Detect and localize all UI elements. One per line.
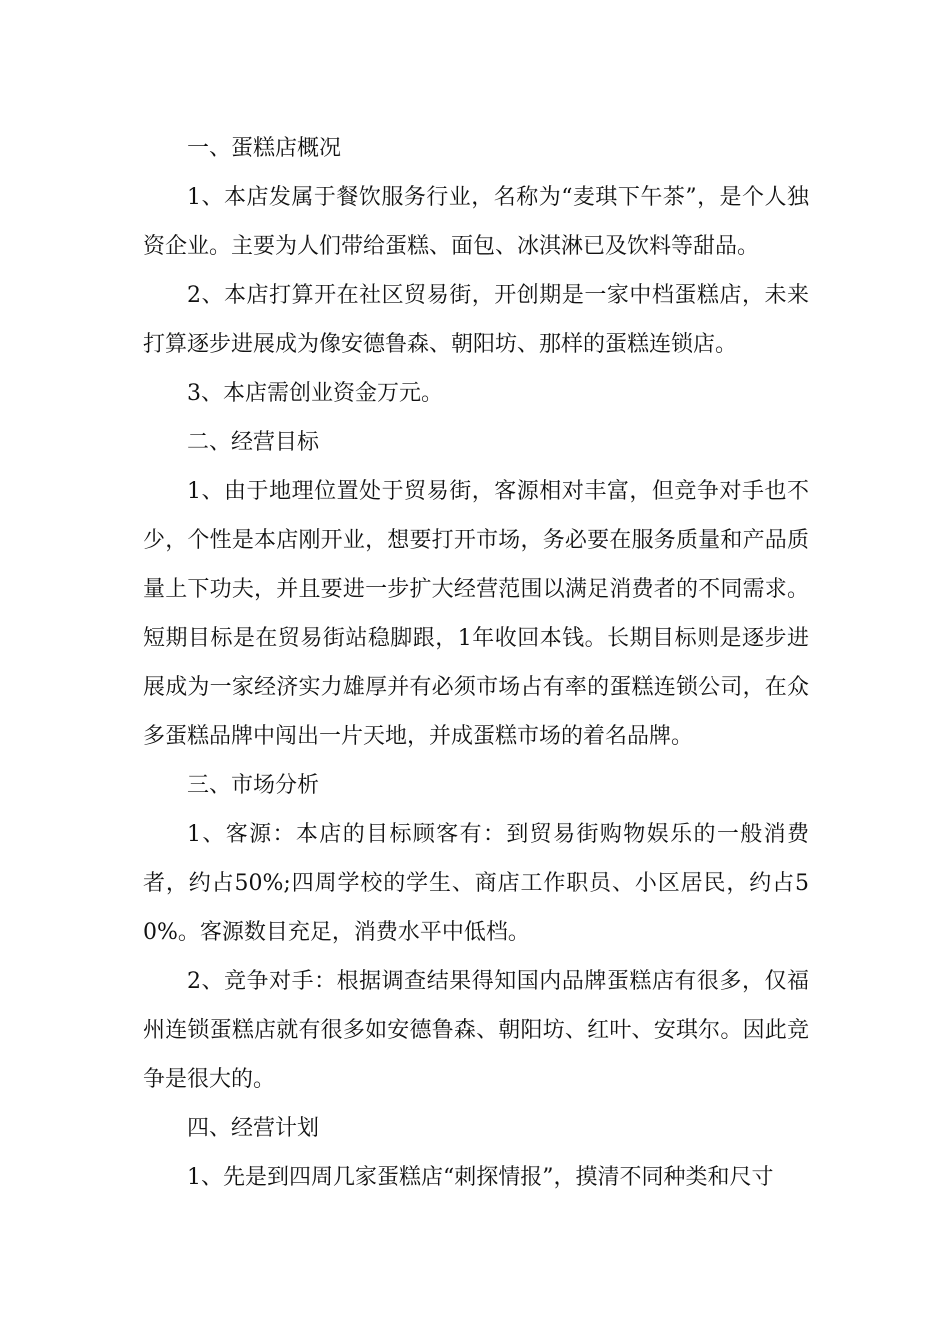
paragraph-market-1: 1、客源：本店的目标顾客有：到贸易街购物娱乐的一般消费者，约占50%;四周学校的学生、商店工作职员、小区居民，约占50%。客源数目充足，消费水平中低档。 [143, 822, 809, 945]
section-heading-market: 三、市场分析 [187, 773, 320, 798]
document-page [143, 124, 809, 1202]
paragraph-market-2: 2、竞争对手：根据调查结果得知国内品牌蛋糕店有很多，仅福州连锁蛋糕店就有很多如安德鲁森、朝阳坊、红叶、安琪尔。因此竞争是很大的。 [143, 969, 809, 1092]
section-heading-plan: 四、经营计划 [187, 1116, 320, 1141]
section-heading-overview: 一、蛋糕店概况 [187, 136, 342, 161]
paragraph-overview-1: 1、本店发属于餐饮服务行业，名称为“麦琪下午茶”，是个人独资企业。主要为人们带给蛋糕、面包、冰淇淋已及饮料等甜品。 [143, 185, 809, 259]
paragraph-plan-1: 1、先是到四周几家蛋糕店“刺探情报”，摸清不同种类和尺寸 [187, 1165, 774, 1190]
section-heading-goals: 二、经营目标 [187, 430, 320, 455]
paragraph-overview-3: 3、本店需创业资金万元。 [187, 381, 443, 406]
paragraph-goals-1: 1、由于地理位置处于贸易街，客源相对丰富，但竞争对手也不少，个性是本店刚开业，想要打开市场，务必要在服务质量和产品质量上下功夫，并且要进一步扩大经营范围以满足消费者的不同需求。短期目标是在贸易街站稳脚跟，1年收回本钱。长期目标则是逐步进展成为一家经济实力雄厚并有必须市场占有率的蛋糕连锁公司，在众多蛋糕品牌中闯出一片天地，并成蛋糕市场的着名品牌。 [143, 479, 809, 749]
paragraph-overview-2: 2、本店打算开在社区贸易街，开创期是一家中档蛋糕店，未来打算逐步进展成为像安德鲁森、朝阳坊、那样的蛋糕连锁店。 [143, 283, 809, 357]
